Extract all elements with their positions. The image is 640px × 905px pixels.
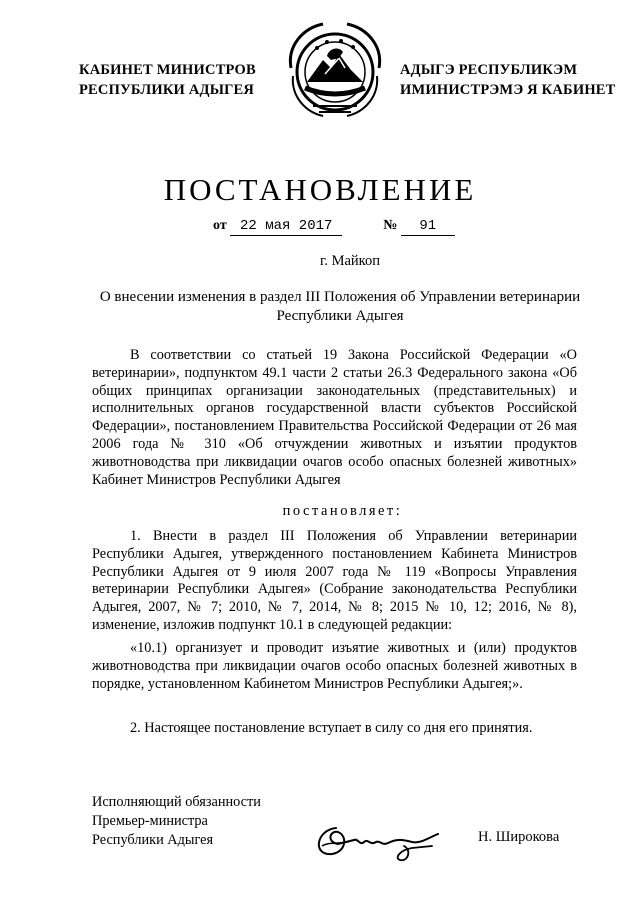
header-left-line2: РЕСПУБЛИКИ АДЫГЕЯ	[79, 82, 255, 98]
item-2-paragraph: 2. Настоящее постановление вступает в силу со дня его принятия.	[130, 720, 533, 736]
number-label: №	[383, 218, 398, 233]
header-right-line2: ИМИНИСТРЭМЭ Я КАБИНЕТ	[400, 82, 616, 98]
item-1-quote-paragraph: «10.1) организует и проводит изъятие животных и (или) продуктов животноводства при ликвидации очагов особо опасных болезней животных в порядке, установленном Кабинетом Министров Республики Адыгея;».	[92, 640, 577, 692]
header-right-line1: АДЫГЭ РЕСПУБЛИКЭМ	[400, 62, 578, 78]
city: г. Майкоп	[320, 253, 380, 269]
handwritten-signature	[308, 816, 443, 866]
preamble-paragraph: В соответствии со статьей 19 Закона Российской Федерации «О ветеринарии», подпунктом 49.1 части 2 статьи 26.3 Федерального закона «Об общих принципах организации законодательных (представительных) и исполнительных органов государственной власти субъектов Российской Федерации», постановлением Правительства Российской Федерации от 26 мая 2006 года № 310 «Об отчуждении животных и изъятии продуктов животноводства при ликвидации очагов особо опасных болезней животных» Кабинет Министров Республики Адыгея	[92, 347, 577, 488]
date-number-line	[213, 218, 455, 236]
signature-title-block	[92, 793, 261, 850]
signatory-name: Н. Широкова	[478, 829, 560, 845]
coat-of-arms-icon	[283, 16, 387, 124]
signature-title-line1: Исполняющий обязанности	[92, 794, 261, 810]
document-subject: О внесении изменения в раздел III Положения об Управлении ветеринарии Республики Адыгея	[99, 289, 581, 324]
item-1-paragraph: 1. Внести в раздел III Положения об Управлении ветеринарии Республики Адыгея, утвержденного постановлением Кабинета Министров Республики Адыгея от 9 июля 2007 года № 119 «Вопросы Управления ветеринарии Республики Адыгея» (Собрание законодательства Республики Адыгея, 2007, № 7; 2010, № 7, 2014, № 8; 2015 № 10, 12; 2016, № 8), изменение, изложив подпункт 10.1 в следующей редакции:	[92, 528, 577, 633]
date-value: 22 мая 2017	[230, 218, 342, 236]
decree-word: постановляет:	[282, 503, 403, 519]
signature-title-line3: Республики Адыгея	[92, 832, 214, 848]
header-right	[400, 60, 630, 100]
header-left-line1: КАБИНЕТ МИНИСТРОВ	[79, 62, 256, 78]
signature-title-line2: Премьер-министра	[92, 813, 208, 829]
header-left	[79, 60, 269, 100]
document-title: ПОСТАНОВЛЕНИЕ	[163, 172, 477, 207]
date-label: от	[213, 218, 227, 233]
number-value: 91	[401, 218, 455, 236]
